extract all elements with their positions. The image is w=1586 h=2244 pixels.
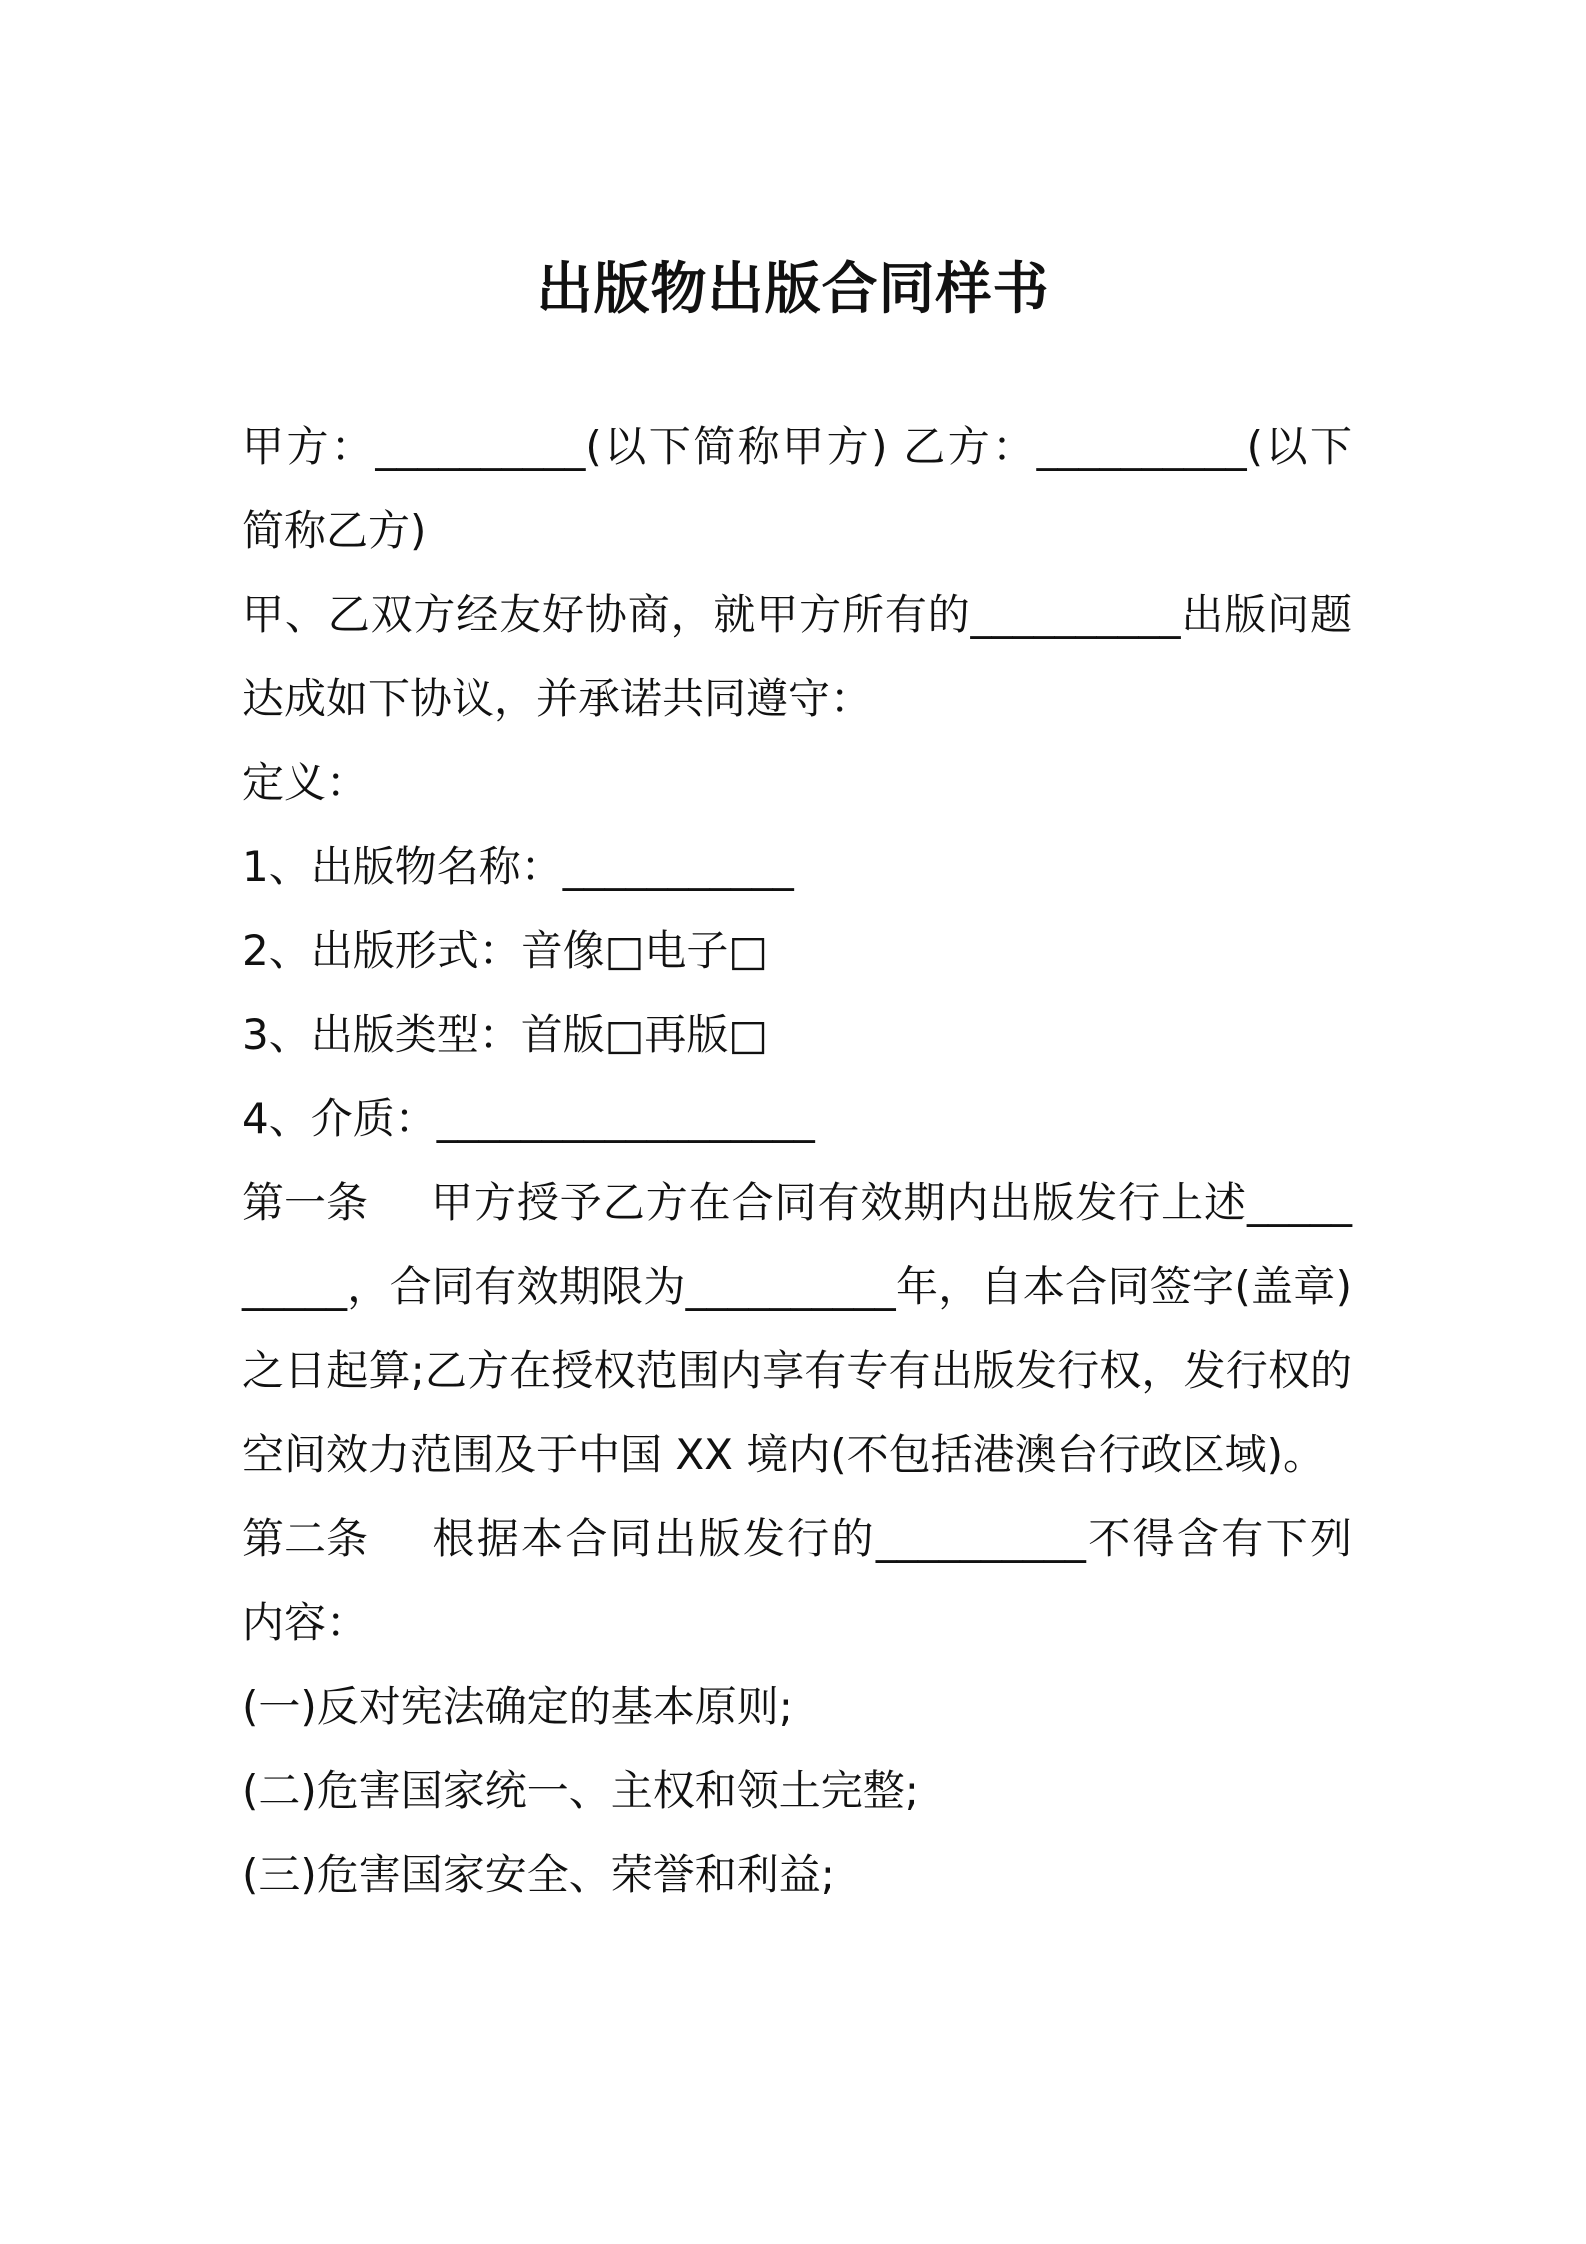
list-item: (一)反对宪法确定的基本原则; (242, 1682, 793, 1731)
parties-paragraph: 甲方：__________(以下简称甲方) 乙方：__________(以下简称乙方) (242, 422, 1352, 555)
agreement-paragraph: 甲、乙双方经友好协商，就甲方所有的__________出版问题达成如下协议，并承诺共同遵守： (242, 590, 1352, 723)
article-2 (242, 1497, 1352, 1665)
list-item: (二)危害国家统一、主权和领土完整; (242, 1766, 919, 1815)
list-item: (三)危害国家安全、荣誉和利益; (242, 1850, 835, 1899)
document-title: 出版物出版合同样书 (536, 257, 1050, 322)
article-1-text: 甲方授予乙方在合同有效期内出版发行上述__________，合同有效期限为__________年，自本合同签字(盖章)之日起算;乙方在授权范围内享有专有出版发行权，发行权的空间效力范围及于中国 XX 境内(不包括港澳台行政区域)。 (242, 1178, 1352, 1479)
definition-item-format: 2、出版形式：音像□电子□ (242, 926, 769, 975)
article-2-label: 第二条 (242, 1514, 369, 1563)
article-1-label: 第一条 (242, 1178, 369, 1227)
definition-item-type: 3、出版类型：首版□再版□ (242, 1010, 769, 1059)
article-1 (242, 1161, 1352, 1497)
document-body (242, 405, 1352, 1917)
definition-item-medium: 4、介质：__________________ (242, 1094, 815, 1143)
article-2-text: 根据本合同出版发行的__________不得含有下列内容： (242, 1514, 1352, 1647)
definitions-heading: 定义： (242, 758, 369, 807)
definition-item-name: 1、出版物名称：___________ (242, 842, 794, 891)
